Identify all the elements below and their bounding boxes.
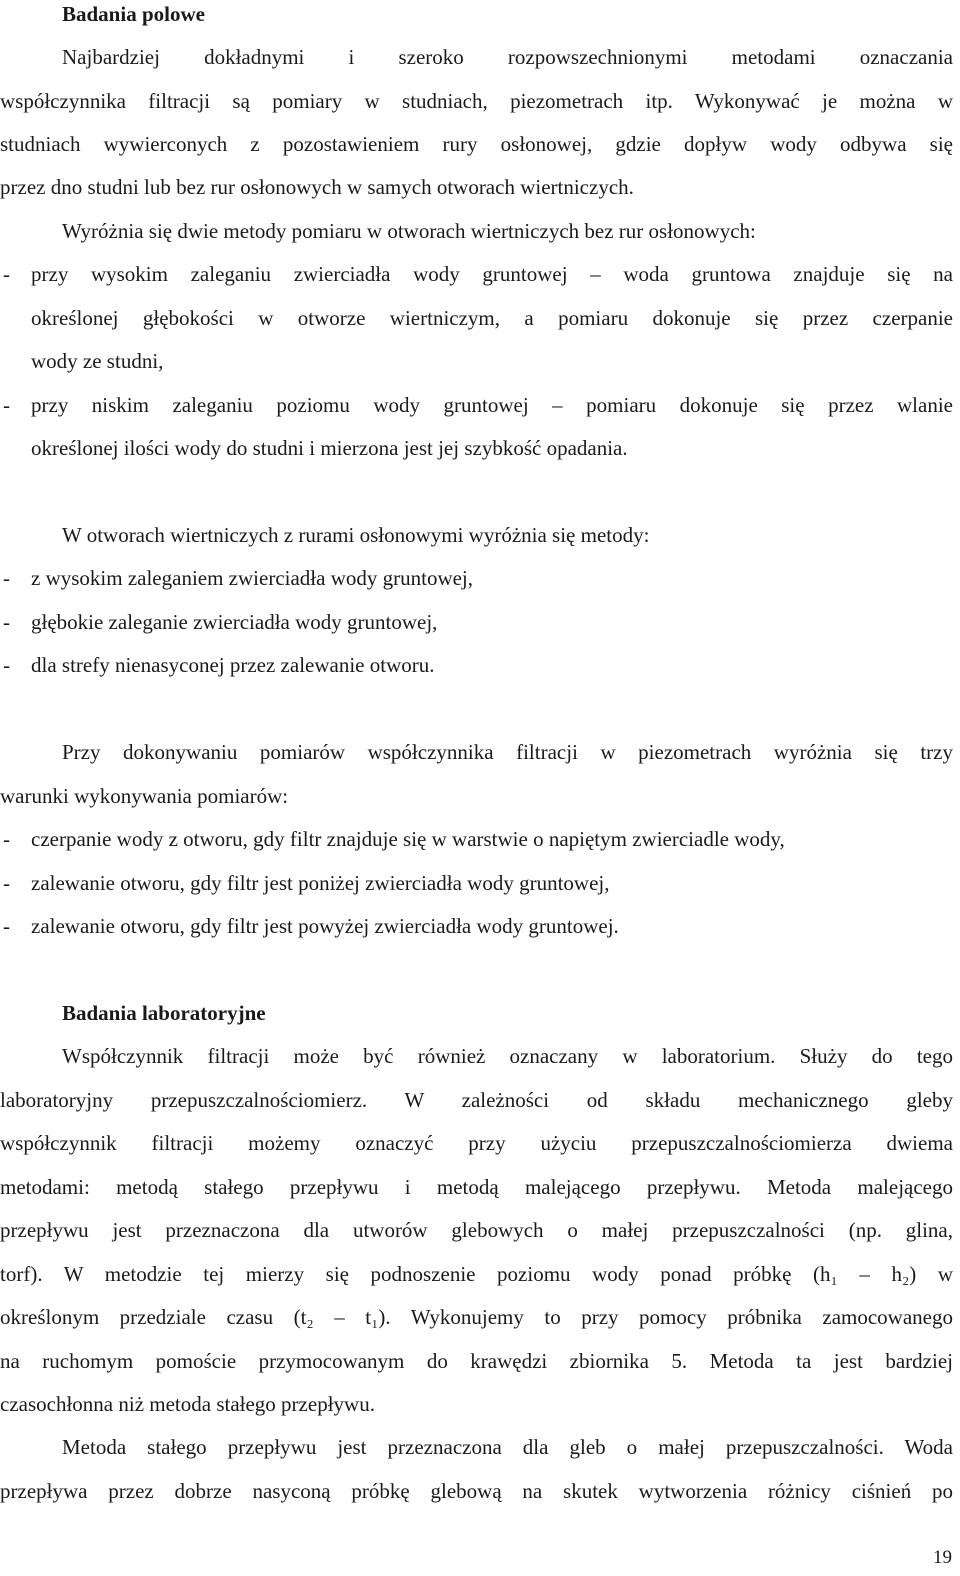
- paragraph-line: współczynnik filtracji możemy oznaczyć przy użyciu przepuszczalnościomierza dwiema: [0, 1131, 953, 1155]
- list-item: z wysokim zaleganiem zwierciadła wody gruntowej,: [31, 566, 474, 590]
- list-item: dla strefy nienasyconej przez zalewanie otworu.: [31, 653, 435, 677]
- list-bullet: -: [3, 262, 10, 286]
- page-number: 19: [933, 1547, 952, 1568]
- list-item: zalewanie otworu, gdy filtr jest poniżej zwierciadła wody gruntowej,: [31, 871, 610, 895]
- paragraph-line: współczynnika filtracji są pomiary w studniach, piezometrach itp. Wykonywać je można w: [0, 89, 953, 113]
- list-bullet: -: [3, 610, 10, 634]
- list-item-line: wody ze studni,: [31, 349, 164, 373]
- list-item-line: określonej głębokości w otworze wiertniczym, a pomiaru dokonuje się przez czerpanie: [31, 306, 953, 330]
- paragraph-line: torf). W metodzie tej mierzy się podnoszenie poziomu wody ponad próbkę (h₁ – h₂) w: [0, 1262, 953, 1286]
- list-bullet: -: [3, 566, 10, 590]
- paragraph-line: W otworach wiertniczych z rurami osłonowymi wyróżnia się metody:: [62, 523, 650, 547]
- list-bullet: -: [3, 827, 10, 851]
- paragraph-line: warunki wykonywania pomiarów:: [0, 784, 289, 808]
- list-bullet: -: [3, 914, 10, 938]
- section-heading-field-studies: Badania polowe: [62, 2, 205, 26]
- list-item-line: przy niskim zaleganiu poziomu wody gruntowej – pomiaru dokonuje się przez wlanie: [31, 393, 953, 417]
- list-item: czerpanie wody z otworu, gdy filtr znajduje się w warstwie o napiętym zwierciadle wody,: [31, 827, 785, 851]
- paragraph-line: Przy dokonywaniu pomiarów współczynnika filtracji w piezometrach wyróżnia się trzy: [62, 740, 953, 764]
- paragraph-line: przepływa przez dobrze nasyconą próbkę glebową na skutek wytworzenia różnicy ciśnień po: [0, 1479, 953, 1503]
- paragraph-line: Metoda stałego przepływu jest przeznaczona dla gleb o małej przepuszczalności. Woda: [62, 1435, 953, 1459]
- paragraph-line: określonym przedziale czasu (t₂ – t₁). Wykonujemy to przy pomocy próbnika zamocowanego: [0, 1305, 953, 1329]
- paragraph-line: Najbardziej dokładnymi i szeroko rozpowszechnionymi metodami oznaczania: [62, 45, 953, 69]
- paragraph-line: laboratoryjny przepuszczalnościomierz. W zależności od składu mechanicznego gleby: [0, 1088, 953, 1112]
- paragraph-line: czasochłonna niż metoda stałego przepływu.: [0, 1392, 375, 1416]
- paragraph-line: Wyróżnia się dwie metody pomiaru w otworach wiertniczych bez rur osłonowych:: [62, 219, 756, 243]
- list-bullet: -: [3, 393, 10, 417]
- paragraph-line: przepływu jest przeznaczona dla utworów glebowych o małej przepuszczalności (np. glina,: [0, 1218, 953, 1242]
- paragraph-line: Współczynnik filtracji może być również oznaczany w laboratorium. Służy do tego: [62, 1044, 953, 1068]
- paragraph-line: przez dno studni lub bez rur osłonowych w samych otworach wiertniczych.: [0, 175, 634, 199]
- list-bullet: -: [3, 653, 10, 677]
- paragraph-line: na ruchomym pomoście przymocowanym do krawędzi zbiornika 5. Metoda ta jest bardziej: [0, 1349, 953, 1373]
- list-bullet: -: [3, 871, 10, 895]
- paragraph-line: studniach wywierconych z pozostawieniem rury osłonowej, gdzie dopływ wody odbywa się: [0, 132, 953, 156]
- section-heading-laboratory-studies: Badania laboratoryjne: [62, 1001, 266, 1025]
- paragraph-line: metodami: metodą stałego przepływu i metodą malejącego przepływu. Metoda malejącego: [0, 1175, 953, 1199]
- list-item-line: przy wysokim zaleganiu zwierciadła wody gruntowej – woda gruntowa znajduje się na: [31, 262, 953, 286]
- list-item: głębokie zaleganie zwierciadła wody gruntowej,: [31, 610, 438, 634]
- list-item-line: określonej ilości wody do studni i mierzona jest jej szybkość opadania.: [31, 436, 628, 460]
- list-item: zalewanie otworu, gdy filtr jest powyżej zwierciadła wody gruntowej.: [31, 914, 619, 938]
